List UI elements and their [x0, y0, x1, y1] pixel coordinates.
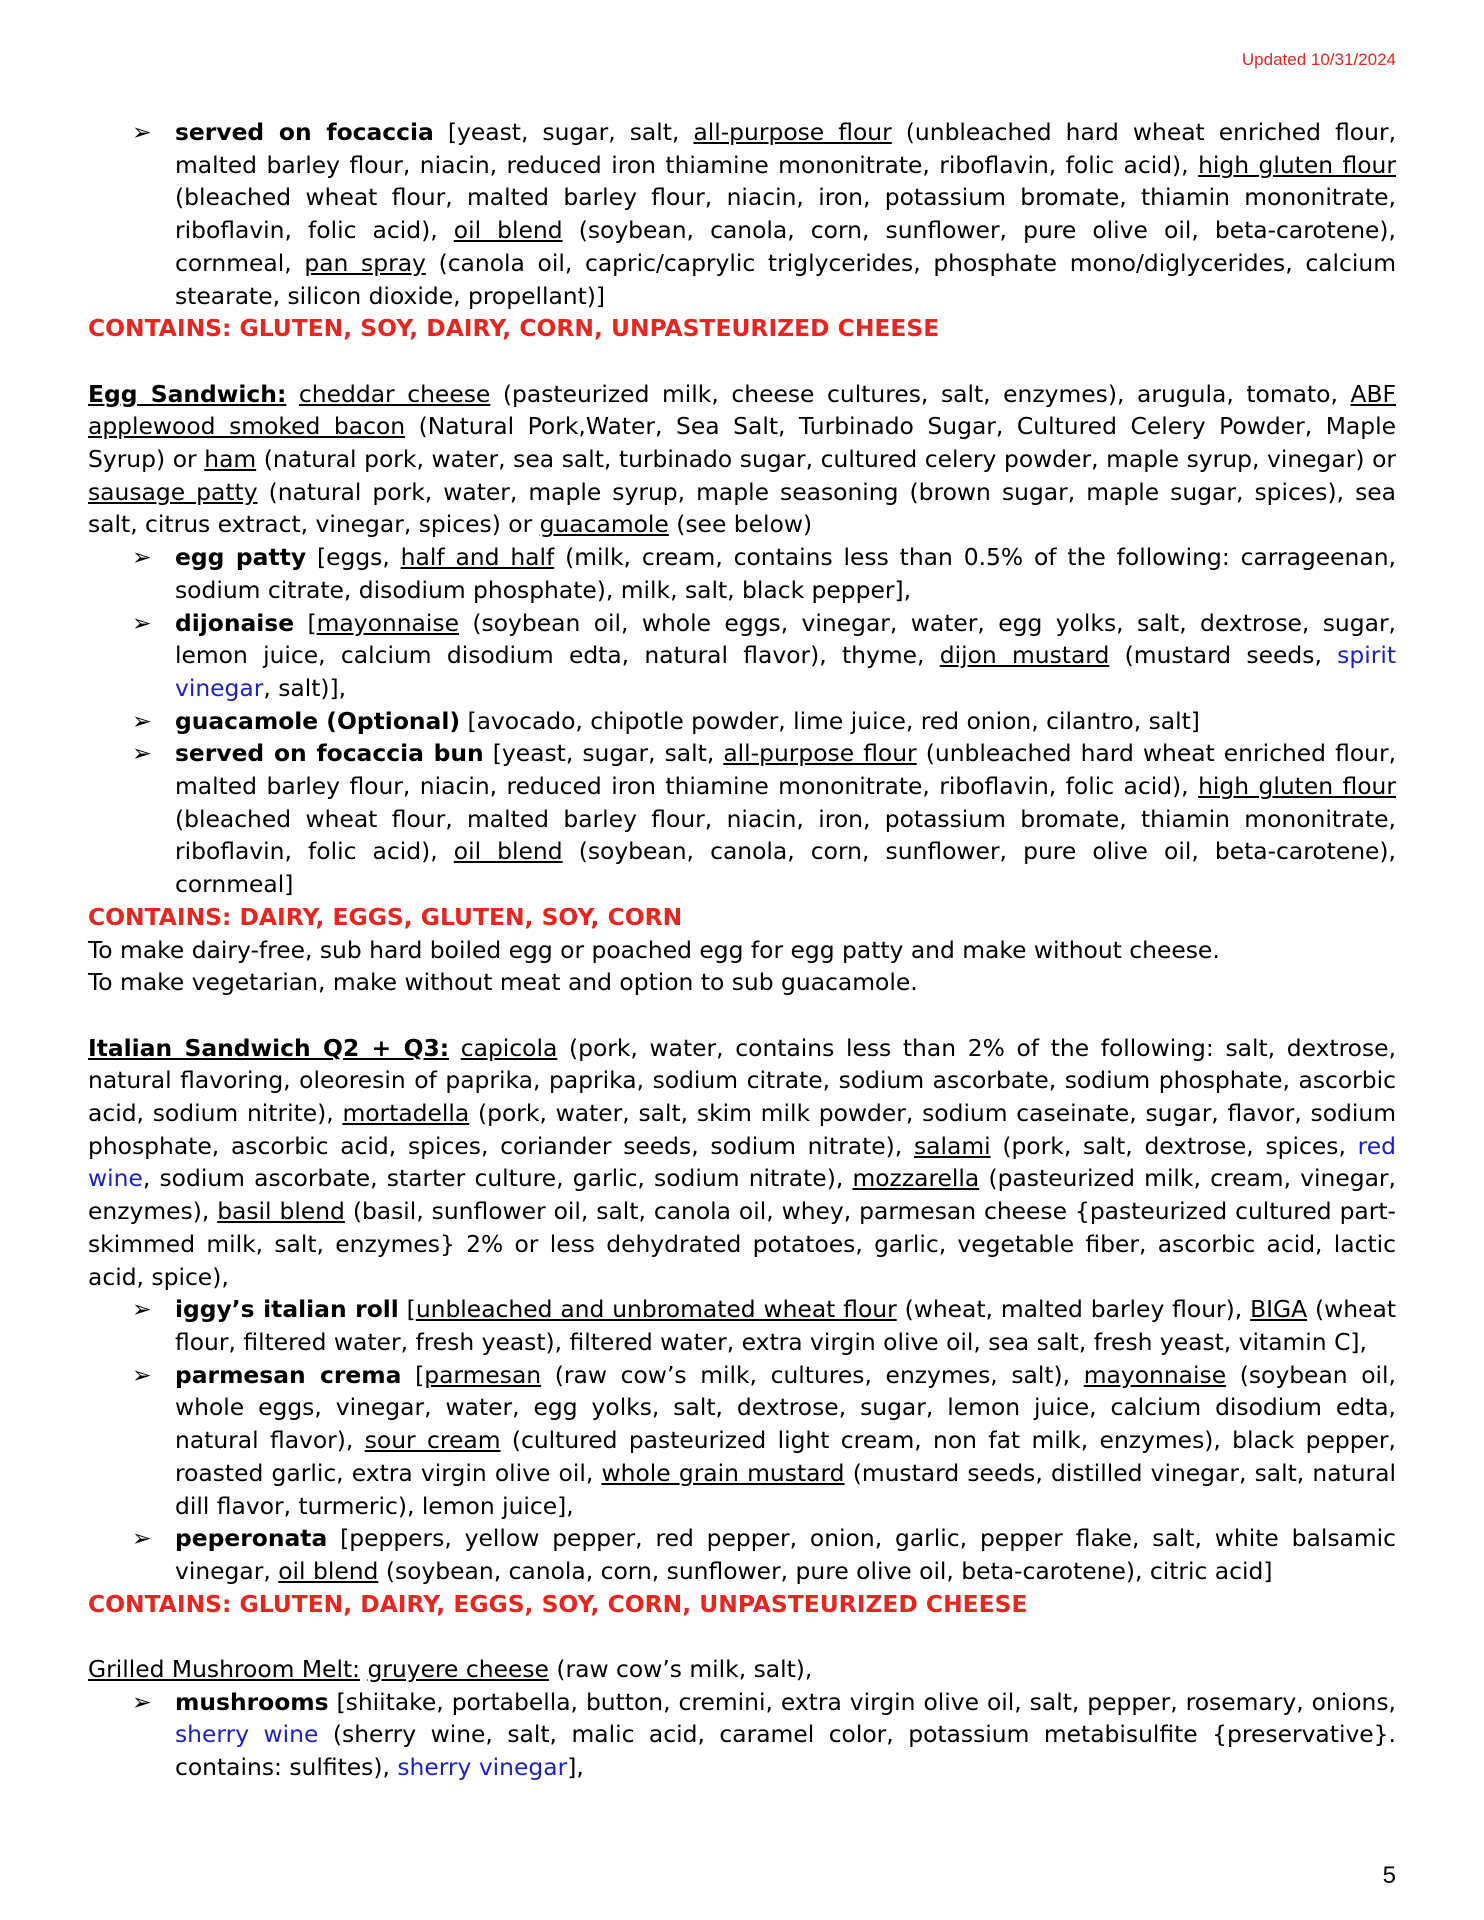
- arrow-bullet-icon: ➢: [132, 1360, 152, 1389]
- bullet-guacamole: ➢ guacamole (Optional) [avocado, chipotle powder, lime juice, red onion, cilantro, salt]: [88, 705, 1396, 738]
- arrow-bullet-icon: ➢: [132, 608, 152, 637]
- updated-date: Updated 10/31/2024: [1241, 50, 1396, 69]
- bullet-egg-patty: ➢ egg patty [eggs, half and half (milk, cream, contains less than 0.5% of the following: carrageenan, sodium citrate, disodium phosphate), milk, salt, black pepper],: [132, 543, 1396, 604]
- bullet-parmesan-crema: ➢ parmesan crema [parmesan (raw cow’s milk, cultures, enzymes, salt), mayonnaise (soybean oil, whole eggs, vinegar, water, egg yolks, salt, dextrose, sugar, lemon juice, calcium disodium edta, natural flavor), sour cream (cultured pasteurized light cream, non fat milk, enzymes), black pepper, roasted garlic, extra virgin olive oil, whole grain mustard (mustard seeds, distilled vinegar, salt, natural dill flavor, turmeric), lemon juice],: [132, 1360, 1396, 1520]
- mushroom-melt-description: Grilled Mushroom Melt: gruyere cheese (raw cow’s milk, salt),: [88, 1655, 813, 1683]
- arrow-bullet-icon: ➢: [132, 706, 152, 735]
- italian-sandwich-description: Italian Sandwich Q2 + Q3: capicola (pork, water, contains less than 2% of the following: salt, dextrose, natural flavoring, oleoresin of paprika, paprika, sodium citrate, sodium ascorbate, sodium phosphate, ascorbic acid, sodium nitrite), mortadella (pork, water, salt, skim milk powder, sodium caseinate, sugar, flavor, sodium phosphate, ascorbic acid, spices, coriander seeds, sodium nitrate), salami (pork, salt, dextrose, spices, red wine, sodium ascorbate, starter culture, garlic, sodium nitrate), mozzarella (pasteurized milk, cream, vinegar, enzymes), basil blend (basil, sunflower oil, salt, canola oil, whey, parmesan cheese {pasteurized cultured part-skimmed milk, salt, enzymes} 2% or less dehydrated potatoes, garlic, vegetable fiber, ascorbic acid, lactic acid, spice),: [88, 1033, 1397, 1291]
- allergen-contains: CONTAINS: GLUTEN, SOY, DAIRY, CORN, UNPASTEURIZED CHEESE: [88, 314, 940, 343]
- bullet-italian-roll: ➢ iggy’s italian roll [unbleached and unbromated wheat flour (wheat, malted barley flour), BIGA (wheat flour, filtered water, fresh yeast), filtered water, extra virgin olive oil, sea salt, fresh yeast, vitamin C],: [132, 1295, 1396, 1356]
- arrow-bullet-icon: ➢: [132, 739, 152, 768]
- page-number: 5: [1382, 1862, 1396, 1889]
- allergen-contains: CONTAINS: DAIRY, EGGS, GLUTEN, SOY, CORN: [88, 902, 683, 931]
- vegetarian-note: To make vegetarian, make without meat and option to sub guacamole.: [88, 968, 918, 997]
- section-title: Italian Sandwich Q2 + Q3:: [88, 1033, 450, 1062]
- egg-sandwich-description: Egg Sandwich: cheddar cheese (pasteurized milk, cheese cultures, salt, enzymes), arugula, tomato, ABF applewood smoked bacon (Natural Pork,Water, Sea Salt, Turbinado Sugar, Cultured Celery Powder, Maple Syrup) or ham (natural pork, water, sea salt, turbinado sugar, cultured celery powder, maple syrup, vinegar) or sausage patty (natural pork, water, maple syrup, maple seasoning (brown sugar, maple sugar, spices), sea salt, citrus extract, vinegar, spices) or guacamole (see below): [88, 379, 1397, 539]
- section-title: Egg Sandwich:: [88, 379, 287, 408]
- arrow-bullet-icon: ➢: [132, 118, 152, 146]
- allergen-contains: CONTAINS: GLUTEN, DAIRY, EGGS, SOY, CORN, UNPASTEURIZED CHEESE: [88, 1589, 1028, 1618]
- section-title: Grilled Mushroom Melt:: [88, 1655, 360, 1683]
- arrow-bullet-icon: ➢: [132, 543, 152, 572]
- menu-ingredients: [88, 116, 1396, 1784]
- arrow-bullet-icon: ➢: [132, 1687, 152, 1716]
- bullet-focaccia: ➢ served on focaccia [yeast, sugar, salt, all-purpose flour (unbleached hard wheat enriched flour, malted barley flour, niacin, reduced iron thiamine mononitrate, riboflavin, folic acid), high gluten flour (bleached wheat flour, malted barley flour, niacin, iron, potassium bromate, thiamin mononitrate, riboflavin, folic acid), oil blend (soybean, canola, corn, sunflower, pure olive oil, beta-carotene), cornmeal, pan spray (canola oil, capric/caprylic triglycerides, phosphate mono/diglycerides, calcium stearate, silicon dioxide, propellant)]: [132, 118, 1396, 310]
- bullet-mushrooms: ➢ mushrooms [shiitake, portabella, button, cremini, extra virgin olive oil, salt, pepper, rosemary, onions, sherry wine (sherry wine, salt, malic acid, caramel color, potassium metabisulfite {preservative}. contains: sulfites), sherry vinegar],: [132, 1687, 1396, 1782]
- bullet-dijonaise: ➢ dijonaise [mayonnaise (soybean oil, whole eggs, vinegar, water, egg yolks, salt, dextrose, sugar, lemon juice, calcium disodium edta, natural flavor), thyme, dijon mustard (mustard seeds, spirit vinegar, salt)],: [132, 608, 1396, 702]
- bullet-focaccia-bun: ➢ served on focaccia bun [yeast, sugar, salt, all-purpose flour (unbleached hard wheat enriched flour, malted barley flour, niacin, reduced iron thiamine mononitrate, riboflavin, folic acid), high gluten flour (bleached wheat flour, malted barley flour, niacin, iron, potassium bromate, thiamin mononitrate, riboflavin, folic acid), oil blend (soybean, canola, corn, sunflower, pure olive oil, beta-carotene), cornmeal]: [132, 739, 1397, 899]
- arrow-bullet-icon: ➢: [132, 1295, 152, 1324]
- arrow-bullet-icon: ➢: [132, 1524, 152, 1553]
- dairy-free-note: To make dairy-free, sub hard boiled egg or poached egg for egg patty and make without cheese.: [88, 935, 1220, 964]
- bullet-peperonata: ➢ peperonata [peppers, yellow pepper, red pepper, onion, garlic, pepper flake, salt, white balsamic vinegar, oil blend (soybean, canola, corn, sunflower, pure olive oil, beta-carotene), citric acid]: [132, 1524, 1396, 1585]
